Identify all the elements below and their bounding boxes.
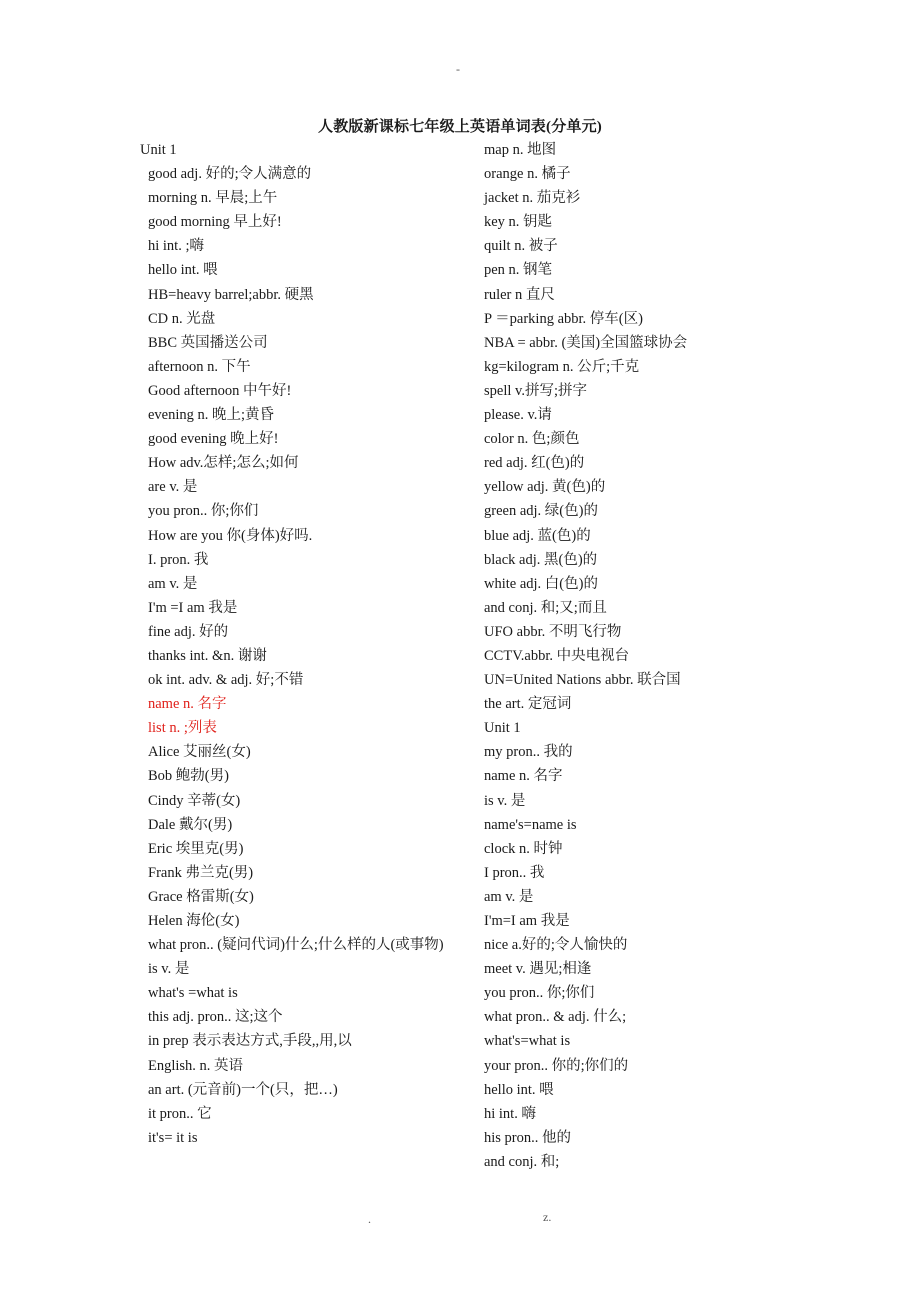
vocab-entry: good adj. 好的;令人满意的 bbox=[148, 166, 312, 183]
vocab-entry: kg=kilogram n. 公斤;千克 bbox=[484, 358, 640, 375]
vocab-entry: nice a.好的;令人愉快的 bbox=[484, 937, 628, 954]
vocab-entry: yellow adj. 黄(色)的 bbox=[484, 479, 606, 496]
vocab-entry: Grace 格雷斯(女) bbox=[148, 888, 254, 905]
vocab-entry: HB=heavy barrel;abbr. 硬黑 bbox=[148, 286, 314, 303]
vocab-entry: meet v. 遇见;相逢 bbox=[484, 961, 592, 978]
vocab-entry: I'm =I am 我是 bbox=[148, 599, 238, 616]
vocab-entry: am v. 是 bbox=[148, 575, 198, 592]
vocab-entry: what's=what is bbox=[484, 1033, 571, 1050]
vocab-entry: CD n. 光盘 bbox=[148, 310, 216, 327]
vocab-entry: hi int. ;嗨 bbox=[148, 238, 204, 255]
footer-right-mark: z. bbox=[543, 1210, 552, 1224]
vocab-entry: red adj. 红(色)的 bbox=[484, 455, 585, 472]
vocab-entry: Helen 海伦(女) bbox=[148, 913, 240, 929]
vocab-entry: morning n. 早晨;上午 bbox=[148, 190, 278, 207]
vocab-entry: blue adj. 蓝(色)的 bbox=[484, 527, 591, 544]
vocab-entry: BBC 英国播送公司 bbox=[148, 334, 268, 351]
vocab-entry: Alice 艾丽丝(女) bbox=[148, 744, 251, 761]
vocab-entry: this adj. pron.. 这;这个 bbox=[148, 1009, 283, 1026]
vocab-entry: Cindy 辛蒂(女) bbox=[148, 792, 241, 809]
vocab-entry: your pron.. 你的;你们的 bbox=[484, 1057, 629, 1074]
vocab-entry: are v. 是 bbox=[148, 479, 198, 496]
vocab-entry: I pron.. 我 bbox=[484, 864, 545, 881]
vocab-entry: what pron.. (疑问代词)什么;什么样的人(或事物) bbox=[148, 937, 444, 954]
vocab-entry: quilt n. 被子 bbox=[484, 238, 558, 255]
vocab-entry: it pron.. 它 bbox=[148, 1105, 212, 1122]
vocab-entry: I'm=I am 我是 bbox=[484, 913, 570, 929]
vocab-entry: it's= it is bbox=[148, 1129, 198, 1146]
vocab-entry: Good afternoon 中午好! bbox=[148, 382, 292, 399]
vocab-entry: am v. 是 bbox=[484, 888, 534, 905]
vocab-entry: green adj. 绿(色)的 bbox=[484, 503, 598, 520]
vocab-entry: and conj. 和;又;而且 bbox=[484, 599, 607, 616]
vocab-entry: CCTV.abbr. 中央电视台 bbox=[484, 647, 630, 664]
vocab-entry: I. pron. 我 bbox=[148, 551, 209, 568]
vocab-entry: hello int. 喂 bbox=[148, 262, 218, 279]
vocab-entry: black adj. 黑(色)的 bbox=[484, 551, 598, 568]
vocab-entry: the art. 定冠词 bbox=[484, 696, 572, 713]
vocab-entry: hi int. 嗨 bbox=[484, 1105, 536, 1122]
vocab-entry: thanks int. &n. 谢谢 bbox=[148, 647, 267, 664]
vocab-entry: hello int. 喂 bbox=[484, 1081, 554, 1098]
vocab-entry: Bob 鲍勃(男) bbox=[148, 768, 229, 785]
vocab-entry: English. n. 英语 bbox=[148, 1057, 244, 1074]
footer-left-mark: . bbox=[368, 1212, 371, 1226]
vocab-entry: How are you 你(身体)好吗. bbox=[148, 527, 313, 544]
vocab-entry: good evening 晚上好! bbox=[148, 431, 279, 448]
vocab-entry: you pron.. 你;你们 bbox=[148, 503, 259, 520]
vocab-entry: afternoon n. 下午 bbox=[148, 358, 251, 375]
vocab-entry: map n. 地图 bbox=[484, 142, 557, 158]
vocab-entry: good morning 早上好! bbox=[148, 214, 282, 231]
vocab-entry: is v. 是 bbox=[484, 792, 526, 809]
vocab-entry: spell v.拼写;拼字 bbox=[484, 382, 587, 399]
vocab-entry: UN=United Nations abbr. 联合国 bbox=[484, 672, 681, 689]
vocab-entry: Frank 弗兰克(男) bbox=[148, 864, 254, 881]
vocab-entry: color n. 色;颜色 bbox=[484, 431, 580, 448]
vocab-entry: please. v.请 bbox=[484, 407, 552, 424]
vocab-entry: Dale 戴尔(男) bbox=[148, 816, 233, 833]
vocab-entry: name n. 名字 bbox=[484, 768, 563, 785]
vocab-entry: my pron.. 我的 bbox=[484, 744, 573, 761]
vocab-entry: Eric 埃里克(男) bbox=[148, 840, 244, 857]
vocab-entry: white adj. 白(色)的 bbox=[484, 575, 598, 592]
page-title: 人教版新课标七年级上英语单词表(分单元) bbox=[318, 119, 602, 135]
vocab-entry: NBA = abbr. (美国)全国篮球协会 bbox=[484, 334, 688, 351]
vocab-entry: name n. 名字 bbox=[148, 696, 227, 713]
vocab-entry: and conj. 和; bbox=[484, 1153, 560, 1170]
vocab-entry: what's =what is bbox=[148, 985, 238, 1002]
vocab-entry: fine adj. 好的 bbox=[148, 623, 229, 640]
vocab-entry: jacket n. 茄克衫 bbox=[484, 190, 581, 207]
vocab-entry: evening n. 晚上;黄昏 bbox=[148, 407, 275, 424]
header-mark: - bbox=[456, 62, 460, 76]
vocab-entry: what pron.. & adj. 什么; bbox=[484, 1009, 627, 1026]
vocab-entry: P ＝parking abbr. 停车(区) bbox=[484, 310, 643, 327]
vocab-entry: How adv.怎样;怎么;如何 bbox=[148, 455, 299, 472]
vocab-entry: list n. ;列表 bbox=[148, 720, 217, 737]
vocab-entry: pen n. 钢笔 bbox=[484, 262, 553, 279]
right-column bbox=[484, 138, 844, 1174]
vocab-entry: his pron.. 他的 bbox=[484, 1129, 571, 1146]
vocab-entry: clock n. 时钟 bbox=[484, 840, 563, 857]
left-column bbox=[140, 138, 500, 1150]
vocab-entry: orange n. 橘子 bbox=[484, 166, 571, 183]
vocab-entry: name's=name is bbox=[484, 816, 577, 833]
vocab-entry: ok int. adv. & adj. 好;不错 bbox=[148, 672, 304, 689]
vocab-entry: ruler n 直尺 bbox=[484, 286, 555, 303]
vocab-entry: an art. (元音前)一个(只，把…) bbox=[148, 1081, 338, 1098]
vocab-entry: UFO abbr. 不明飞行物 bbox=[484, 623, 622, 640]
vocab-entry: Unit 1 bbox=[140, 142, 177, 158]
vocab-entry: you pron.. 你;你们 bbox=[484, 985, 595, 1002]
vocab-entry: is v. 是 bbox=[148, 961, 190, 978]
vocab-entry: Unit 1 bbox=[484, 720, 521, 737]
vocab-entry: in prep 表示表达方式,手段,,用,以 bbox=[148, 1033, 352, 1050]
vocab-entry: key n. 钥匙 bbox=[484, 214, 553, 231]
